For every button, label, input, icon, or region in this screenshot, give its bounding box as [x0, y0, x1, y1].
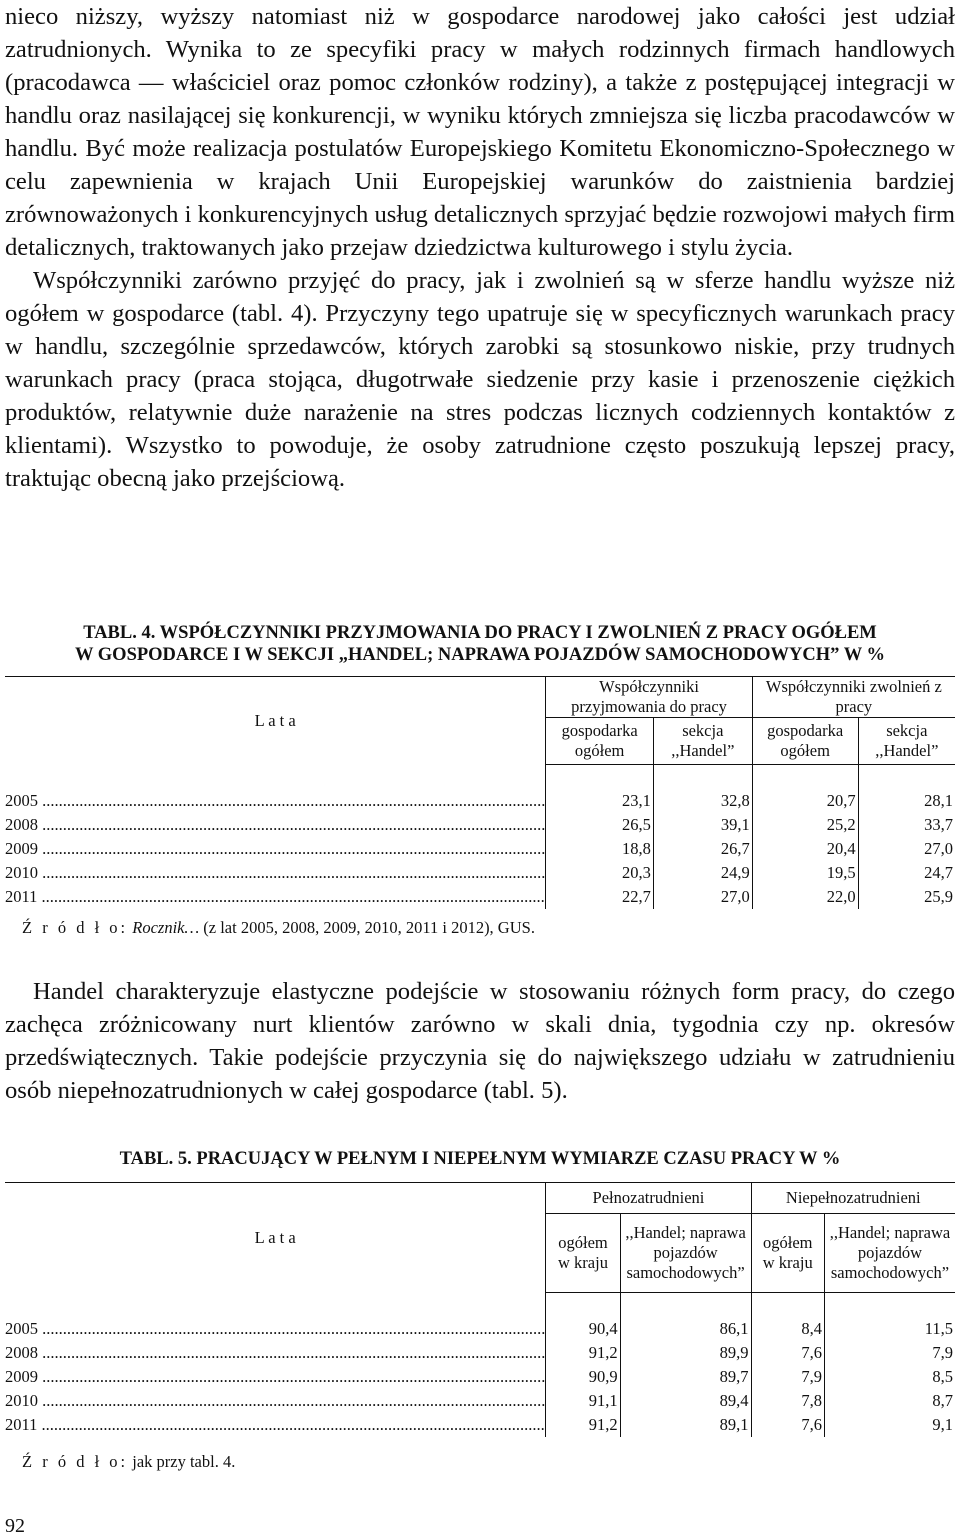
table4-col-lata: L a t a [5, 677, 546, 765]
table4-cell: 33,7 [858, 813, 955, 837]
table4-year: 2005 ..... [5, 791, 545, 811]
table-row [5, 1365, 955, 1389]
paragraph-1: nieco niższy, wyższy natomiast niż w gospodarce narodowej jako całości jest udział zatrudnionych. Wynika to ze specyfiki pracy w małych rodzinnych firmach handlowych (pracodawca — właściciel oraz pomoc członków rodziny), a także z postępującej integracji w handlu oraz nasilającej się konkurencji, w wyniku których zmniejsza się liczba pracodawców w handlu. Być może realizacja postulatów Europejskiego Komitetu Ekonomiczno-Społecznego w celu zapewnienia w krajach Unii Europejskiej warunków do zaistnienia bardziej zrównoważonych i konkurencyjnych usług detalicznych sprzyjać będzie rozwojowi małych firm detalicznych, traktowanych jako przejaw dziedzictwa kulturowego i stylu życia. [5, 3, 955, 261]
table5-year: 2005 ..... [5, 1319, 545, 1339]
source-label: Ź r ó d ł o: [22, 918, 129, 937]
table4-cell: 19,5 [752, 861, 858, 885]
table4-cell: 27,0 [653, 885, 752, 909]
table4-cell: 24,9 [653, 861, 752, 885]
table5-cell: 91,2 [546, 1341, 620, 1365]
table4-cell: 24,7 [858, 861, 955, 885]
table5-year: 2009 ..... [5, 1367, 545, 1387]
table5-sub-trade-2: ,,Handel; naprawa pojazdów samochodowych” [824, 1214, 955, 1293]
table4-source [22, 918, 535, 938]
table4-cell: 27,0 [858, 837, 955, 861]
table-row [5, 813, 955, 837]
table5-cell: 7,9 [751, 1365, 824, 1389]
table4-cell: 26,5 [546, 813, 654, 837]
table-row [5, 837, 955, 861]
table4-year: 2011 ..... [5, 887, 545, 907]
table-row [5, 789, 955, 813]
table4 [5, 676, 955, 909]
table5-cell: 7,9 [824, 1341, 955, 1365]
table4-year: 2010 ..... [5, 863, 545, 883]
table5-cell: 7,6 [751, 1413, 824, 1437]
table-row [5, 1317, 955, 1341]
table4-title-line1: TABL. 4. WSPÓŁCZYNNIKI PRZYJMOWANIA DO PRACY I ZWOLNIEŃ Z PRACY OGÓŁEM [83, 623, 877, 643]
table5-cell: 11,5 [824, 1317, 955, 1341]
table4-cell: 25,2 [752, 813, 858, 837]
table5-cell: 91,1 [546, 1389, 620, 1413]
table5-cell: 89,9 [620, 1341, 751, 1365]
table5-cell: 89,7 [620, 1365, 751, 1389]
table4-cell: 20,4 [752, 837, 858, 861]
table5-cell: 89,4 [620, 1389, 751, 1413]
table5-cell: 91,2 [546, 1413, 620, 1437]
table5-cell: 8,4 [751, 1317, 824, 1341]
table4-year: 2009 ..... [5, 839, 545, 859]
table-row [5, 885, 955, 909]
table-row [5, 861, 955, 885]
paragraph-2: Współczynniki zarówno przyjęć do pracy, jak i zwolnień są w sferze handlu wyższe niż ogółem w gospodarce (tabl. 4). Przyczyny tego upatruje się w specyficznych warunkach pracy w handlu, szczególnie sprzedawców, których zarobki są stosunkowo niskie, przy trudnych warunkach pracy (praca stojąca, długotrwałe siedzenie przy kasie i przenoszenie ciężkich produktów, relatywnie duże narażenie na stres podczas licznych codziennych kontaktów z klientami). Wszystko to powoduje, że osoby zatrudnione często poszukują lepszej pracy, traktując obecną jako przejściową. [5, 267, 955, 492]
table5-year: 2008 ..... [5, 1343, 545, 1363]
table4-sub-economy-2: gospodarka ogółem [752, 718, 858, 765]
table5-col-lata: L a t a [5, 1183, 546, 1293]
table4-cell: 22,0 [752, 885, 858, 909]
table5-group-fulltime: Pełnozatrudnieni [546, 1183, 751, 1214]
table5-cell: 7,8 [751, 1389, 824, 1413]
table4-cell: 20,3 [546, 861, 654, 885]
table5 [5, 1182, 955, 1437]
table-row [5, 1413, 955, 1437]
table4-cell: 22,7 [546, 885, 654, 909]
paragraph-3: Handel charakteryzuje elastyczne podejście w stosowaniu różnych form pracy, do czego zachęca zróżnicowany nurt klientów zarówno w skali dnia, tygodnia czy np. okresów przedświątecznych. Takie podejście przyczynia się do największego udziału w zatrudnieniu osób niepełnozatrudnionych w całej gospodarce (tabl. 5). [5, 978, 955, 1104]
source-label: Ź r ó d ł o: [22, 1452, 129, 1471]
table5-group-parttime: Niepełnozatrudnieni [751, 1183, 955, 1214]
table4-cell: 39,1 [653, 813, 752, 837]
table-row [5, 1341, 955, 1365]
table4-cell: 18,8 [546, 837, 654, 861]
table5-source [22, 1452, 235, 1472]
table4-sub-trade-1: sekcja ,,Handel” [653, 718, 752, 765]
table4-cell: 23,1 [546, 789, 654, 813]
table4-sub-trade-2: sekcja ,,Handel” [858, 718, 955, 765]
table5-title: TABL. 5. PRACUJĄCY W PEŁNYM I NIEPEŁNYM WYMIARZE CZASU PRACY W % [119, 1149, 841, 1169]
table4-cell: 25,9 [858, 885, 955, 909]
table5-cell: 86,1 [620, 1317, 751, 1341]
table5-cell: 89,1 [620, 1413, 751, 1437]
table5-sub-total-1: ogółem w kraju [546, 1214, 620, 1293]
table4-sub-economy-1: gospodarka ogółem [546, 718, 654, 765]
table4-title-line2: W GOSPODARCE I W SEKCJI „HANDEL; NAPRAWA POJAZDÓW SAMOCHODOWYCH” W % [75, 645, 885, 665]
table4-group-dismissals: Współczynniki zwolnień z pracy [752, 677, 955, 718]
table5-cell: 9,1 [824, 1413, 955, 1437]
table5-sub-total-2: ogółem w kraju [751, 1214, 824, 1293]
table4-title [0, 622, 960, 666]
table4-year: 2008 ..... [5, 815, 545, 835]
table5-cell: 8,5 [824, 1365, 955, 1389]
body-text-middle [5, 975, 955, 1107]
body-text-top [5, 0, 955, 495]
table4-cell: 26,7 [653, 837, 752, 861]
table5-cell: 8,7 [824, 1389, 955, 1413]
table5-cell: 90,9 [546, 1365, 620, 1389]
table4-group-hires: Współczynniki przyjmowania do pracy [546, 677, 752, 718]
table5-year: 2010 ..... [5, 1391, 545, 1411]
table-row [5, 1389, 955, 1413]
source-rest: (z lat 2005, 2008, 2009, 2010, 2011 i 2012), GUS. [203, 918, 535, 937]
table4-cell: 32,8 [653, 789, 752, 813]
table4-cell: 20,7 [752, 789, 858, 813]
table5-sub-trade-1: ,,Handel; naprawa pojazdów samochodowych” [620, 1214, 751, 1293]
table5-year: 2011 ..... [5, 1415, 545, 1435]
table5-cell: 90,4 [546, 1317, 620, 1341]
source-title: Rocznik… [132, 918, 200, 937]
page-number: 92 [5, 1515, 25, 1537]
source-rest: jak przy tabl. 4. [132, 1452, 236, 1471]
table5-cell: 7,6 [751, 1341, 824, 1365]
table4-cell: 28,1 [858, 789, 955, 813]
